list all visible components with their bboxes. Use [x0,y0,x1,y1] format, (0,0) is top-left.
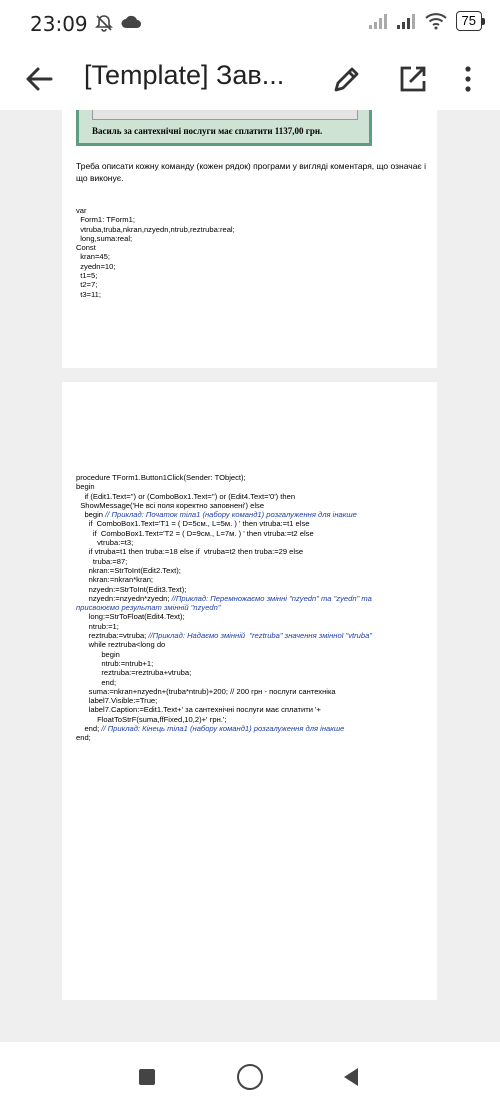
code-comment: //Приклад: Надаємо змінній "reztruba" значення змінної "vtruba" [148,631,372,641]
code-line [76,547,372,556]
code-line [76,650,372,659]
muted-bell-icon [94,13,114,33]
code-line [76,640,372,649]
code-text: reztruba:=vtruba; [76,631,149,641]
code-text: reztruba:=reztruba+vtruba; [76,668,192,678]
code-line [76,594,372,603]
code-text: while reztruba<long do [76,640,166,650]
status-notification-icons [94,13,142,33]
code-text: ntrub:=1; [76,621,119,631]
back-arrow-icon[interactable] [24,64,54,94]
code-block-procedure [76,473,372,743]
code-line [76,557,372,566]
system-navigation-bar [0,1042,500,1111]
code-line: Form1: TForm1; [76,215,135,225]
code-text: if (Edit1.Text='') or (ComboBox1.Text='') or (Edit4.Text='0') then [76,491,296,501]
more-vert-icon[interactable] [458,62,478,96]
code-text: label7.Visible:=True; [76,696,158,706]
code-line: vtruba,truba,nkran,nzyedn,ntrub,reztruba:real; [76,224,235,234]
status-time: 23:09 [30,12,88,36]
code-text: begin [76,649,120,659]
embedded-button [92,110,358,120]
code-text: begin [76,482,95,492]
status-bar [0,0,500,48]
code-line [76,603,372,612]
code-line [76,668,372,677]
code-line [76,510,372,519]
document-page-1 [62,110,437,368]
code-text: nkran:=StrToInt(Edit2.Text); [76,565,181,575]
embedded-program-screenshot [76,110,372,146]
document-title: [Template] Зав... [84,60,285,90]
recent-apps-button[interactable] [139,1069,155,1085]
code-line: kran=45; [76,252,110,262]
document-page-2 [62,382,437,1000]
code-line [76,659,372,668]
wifi-icon [424,12,448,30]
code-line [76,622,372,631]
code-text: ShowMessage('Не всі поля коректно заповнені') else [76,500,265,510]
code-line [76,519,372,528]
code-text: truba:=87; [76,556,128,566]
code-line [76,612,372,621]
code-text: if ComboBox1.Text='T2 = ( D=9см., L=7м. ) ' then vtruba:=t2 else [76,528,314,538]
code-text: end; [76,724,102,734]
code-text: end; [76,677,117,687]
status-system-icons [368,11,482,31]
code-line [76,687,372,696]
open-in-new-icon[interactable] [396,62,430,96]
signal-icon [368,12,388,30]
code-text: label7.Caption:=Edit1.Text+' за сантехнічні послуги має сплатити '+ [76,705,321,715]
embedded-result-caption: Василь за сантехнічні послуги має сплатити 1137,00 грн. [92,126,323,136]
code-line: Const [76,243,96,253]
code-text: if vtruba=t1 then truba:=18 else if vtruba=t2 then truba:=29 else [76,547,304,557]
code-text: nkran:=nkran*kran; [76,575,154,585]
code-line [76,492,372,501]
code-text: FloatToStrF(suma,ffFixed,10,2)+' грн.'; [76,714,227,724]
code-text: suma:=nkran+nzyedn+(truba*ntrub)+200; // 200 грн - послуги сантехніка [76,686,336,696]
app-bar [0,48,500,110]
code-line [76,715,372,724]
code-comment: //Приклад: Перемножаємо змінні "nzyedn" та "zyedn" та [171,593,372,603]
task-instruction: Треба описати кожну команду (кожен рядок) програми у вигляді коментаря, що означає і що виконує. [76,161,427,183]
code-line [76,678,372,687]
code-text: nzyedn:=nzyedn*zyedn; [76,593,172,603]
code-line [76,529,372,538]
cloud-icon [120,13,142,33]
code-line [76,724,372,733]
code-line [76,538,372,547]
code-text: nzyedn:=StrToInt(Edit3.Text); [76,584,187,594]
edit-pencil-icon[interactable] [330,62,364,96]
code-line: long,suma:real; [76,233,133,243]
code-line [76,631,372,640]
code-comment: // Приклад: Кінець тіла1 (набору команд1) розгалуження для інакше [101,724,345,734]
code-line [76,705,372,714]
code-comment: // Приклад: Початок тіла1 (набору команд1) розгалуження для інакше [105,510,357,520]
code-line [76,566,372,575]
code-block-declarations [76,206,235,299]
code-comment: присвоюємо результат змінній "nzyedn" [76,603,221,613]
code-line: t3=11; [76,289,101,299]
code-text: end; [76,733,91,743]
code-text: vtruba:=t3; [76,538,134,548]
code-line [76,501,372,510]
code-line [76,585,372,594]
battery-level: 75 [456,11,482,31]
signal-icon [396,12,416,30]
code-line: var [76,206,87,215]
code-line: t2=7; [76,280,98,290]
code-text: ntrub:=ntrub+1; [76,658,154,668]
code-line: t1=5; [76,271,98,281]
home-button[interactable] [237,1064,263,1090]
code-line [76,733,372,742]
code-line: zyedn=10; [76,261,116,271]
code-line [76,482,372,491]
code-text: begin [76,510,106,520]
nav-back-button[interactable] [344,1068,358,1086]
code-text: if ComboBox1.Text='T1 = ( D=5см., L=5м. ) ' then vtruba:=t1 else [76,519,310,529]
code-text: long:=StrToFloat(Edit4.Text); [76,612,185,622]
code-line [76,696,372,705]
code-line [76,473,372,482]
code-text: procedure TForm1.Button1Click(Sender: TObject); [76,473,246,482]
code-line [76,575,372,584]
